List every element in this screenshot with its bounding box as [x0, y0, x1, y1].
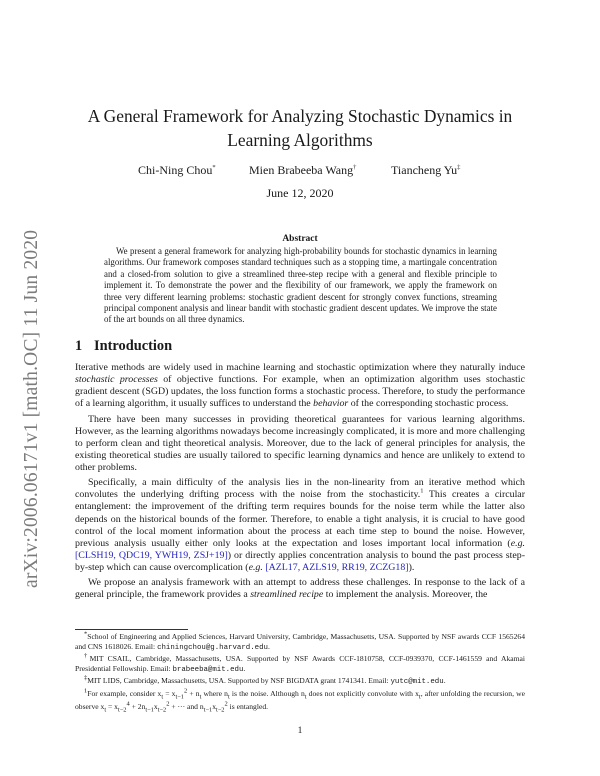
- citation-link[interactable]: CLSH19: [78, 549, 114, 561]
- text-run: = x: [163, 688, 176, 698]
- citation-link[interactable]: AZL17: [268, 561, 298, 573]
- text-run: x: [153, 702, 158, 712]
- emphasis: stochastic processes: [75, 374, 158, 386]
- emphasis: behavior: [313, 398, 349, 410]
- citation-link[interactable]: QDC19: [118, 549, 150, 561]
- math-sub: t−1: [145, 706, 154, 714]
- text-run: , after unfolding the recursion, we observe x: [75, 688, 525, 712]
- citation-link[interactable]: AZLS19: [302, 561, 337, 573]
- math-sub: t: [418, 693, 421, 701]
- emphasis: streamlined recipe: [250, 589, 324, 601]
- author-name: Mien Brabeeba Wang: [249, 163, 354, 177]
- footnote-mark: *: [84, 630, 88, 638]
- author-1: [138, 163, 216, 177]
- text-run: to implement the analysis. Moreover, the: [323, 589, 488, 601]
- abstract-text: We present a general framework for analyzing high-probability bounds for stochastic dynamics in learning algorithms. Our framework composes standard techniques such as a stopping time, a martingale concentration and a closed-from solution to give a streamlined three-step recipe with a general and flexible principle to implement it. To demonstrate the power and the flexibility of our framework, we apply the framework on three very different learning problems: stochastic gradient descent for strongly convex functions, streaming principal component analysis and linear bandit with stochastic gradient descent updates. We improve the state of the art bounds on all three dynamics.: [104, 246, 497, 325]
- footnotes: [75, 632, 525, 716]
- text-run: We propose an analysis framework with an attempt to address these challenges. In response to the lack of a general principle, the framework provides a: [75, 577, 525, 601]
- text-run: + ··· and n: [169, 702, 204, 712]
- text-run: Iterative methods are widely used in machine learning and stochastic optimization where they naturally induce: [75, 362, 525, 373]
- footnote-1: *School of Engineering and Applied Sciences, Harvard University, Cambridge, Massachusetts, USA. Supported by NSF awards CCF 1565264 and CNS 1618026. Email: chiningchou@g.harvard.edu.: [75, 630, 525, 652]
- text-run: is entangled.: [227, 702, 269, 712]
- emphasis: e.g.: [248, 561, 263, 573]
- citation-link[interactable]: YWH19: [154, 549, 189, 561]
- author-name: Tiancheng Yu: [391, 163, 458, 177]
- paragraph-3: [75, 477, 525, 574]
- emphasis: e.g.: [510, 537, 525, 549]
- author-2: [249, 163, 356, 177]
- text-run: MIT CSAIL, Cambridge, Massachusetts, USA. Supported by NSF Awards CCF-1810758, CCF-0939370, CCF-1461559 and Akamai Presidential Fellowship. Email:: [75, 654, 525, 673]
- math-sup: 2: [224, 700, 228, 708]
- author-name: Chi-Ning Chou: [138, 163, 213, 177]
- footnote-2: †MIT CSAIL, Cambridge, Massachusetts, USA. Supported by NSF Awards CCF-1810758, CCF-0939370, CCF-1461559 and Akamai Presidential Fellowship. Email: brabeeba@mit.edu.: [75, 652, 525, 674]
- paper-title: A General Framework for Analyzing Stochastic Dynamics in Learning Algorithms: [87, 106, 513, 150]
- section-number: 1: [75, 338, 83, 354]
- author-mark: *: [212, 164, 216, 171]
- math-sub: t−2: [117, 706, 127, 714]
- text-run: MIT LIDS, Cambridge, Massachusetts, USA. Supported by NSF BIGDATA grant 1741341. Email:: [87, 676, 391, 686]
- text-run: + 2n: [129, 702, 146, 712]
- math-sub: t: [227, 693, 230, 701]
- citation-group: [AZL17, AZLS19, RR19, ZCZG18]: [265, 561, 409, 573]
- math-sub: t: [161, 693, 164, 701]
- math-sub: t: [199, 693, 202, 701]
- text-run: ) or directly applies concentration analysis to bound the past process step-by-step which can cause overcomplication (: [75, 549, 526, 573]
- text-run: of the corresponding stochastic process.: [348, 398, 509, 410]
- text-run: of objective functions. For example, when an optimization algorithm uses stochastic gradient descent (SGD) updates, the loss function forms a stochastic process. Therefore, to study the performance of a learning algorithm, it usually suffices to understand the: [75, 374, 525, 410]
- author-mark: ‡: [457, 164, 461, 171]
- paragraph-1: [75, 362, 525, 410]
- author-3: [391, 163, 460, 177]
- abstract-heading: Abstract: [282, 234, 318, 244]
- math-sup: 4: [126, 700, 130, 708]
- text-run: This creates a circular entanglement: the improvement of the drifting term requires bounds for the noise term while the latter also depends on the historical bounds of the former. Therefore, to enable a tight analysis, it is crucial to have good control of the local moment information about the process at each time step to bound the noise. However, previous analysis usually either only looks at the expectation and loses important local information (: [75, 489, 525, 549]
- math-sup: 2: [166, 700, 170, 708]
- paper-date: June 12, 2020: [266, 186, 334, 200]
- citation-link[interactable]: ZSJ+19: [193, 549, 225, 561]
- introduction-body: [75, 362, 525, 605]
- text-run: For example, consider x: [87, 688, 162, 698]
- math-sub: t−1: [175, 693, 184, 701]
- footnote-3: ‡MIT LIDS, Cambridge, Massachusetts, USA. Supported by NSF BIGDATA grant 1741341. Email: yutc@mit.edu.: [84, 674, 446, 687]
- footnote-ref[interactable]: 1: [420, 488, 424, 496]
- text-run: = x: [106, 702, 118, 712]
- page-number: 1: [297, 726, 303, 736]
- footnote-mark: 1: [84, 687, 88, 695]
- section-title: Introduction: [94, 338, 173, 354]
- text-run: where n: [201, 688, 228, 698]
- arxiv-identifier-stamp[interactable]: arXiv:2006.06171v1 [math.OC] 11 Jun 2020: [21, 229, 42, 588]
- footnote-4: [75, 689, 525, 715]
- text-run: is the noise. Although n: [229, 688, 305, 698]
- text-run: Specifically, a main difficulty of the analysis lies in the non-linearity from an iterative method which convolutes the underlying drifting process with the noise from the stochasticity.: [75, 477, 525, 501]
- math-sub: t−2: [157, 706, 167, 714]
- paragraph-2: There have been many successes in providing theoretical guarantees for various learning algorithms. However, as the learning algorithms nowadays become increasingly complicated, it is more and more challenging to perform clean and tight theoretical analysis. Moreover, due to the lack of general principles for analysis, the existing theoretical studies are usually tailored to specific learning dynamics and hence are unlikely to extend to other problems.: [75, 413, 525, 473]
- math-sup: 2: [183, 687, 188, 695]
- email-address[interactable]: chiningchou@g.harvard.edu: [157, 643, 268, 652]
- text-run: School of Engineering and Applied Sciences, Harvard University, Cambridge, Massachusetts, USA. Supported by NSF awards CCF 1565264 and CNS 1618026. Email:: [75, 632, 525, 651]
- footnote-mark: †: [84, 652, 90, 660]
- citation-link[interactable]: RR19: [341, 561, 365, 573]
- citation-link[interactable]: ZCZG18: [369, 561, 406, 573]
- email-address[interactable]: brabeeba@mit.edu: [172, 665, 244, 674]
- paragraph-4: [75, 577, 525, 601]
- math-sub: t: [304, 693, 307, 701]
- footnote-divider: [75, 629, 188, 630]
- footnote-mark: ‡: [84, 674, 88, 682]
- citation-group: [CLSH19, QDC19, YWH19, ZSJ+19]: [75, 549, 228, 561]
- text-run: + n: [187, 688, 200, 698]
- section-heading: [75, 338, 172, 355]
- author-mark: †: [353, 164, 357, 171]
- math-sub: t: [104, 706, 107, 714]
- math-sub: t−1: [203, 706, 213, 714]
- text-run: does not explicitly convolute with x: [306, 688, 419, 698]
- math-sub: t−2: [215, 706, 225, 714]
- text-run: x: [212, 702, 216, 712]
- email-address[interactable]: yutc@mit.edu: [390, 678, 444, 687]
- text-run: ).: [408, 561, 415, 573]
